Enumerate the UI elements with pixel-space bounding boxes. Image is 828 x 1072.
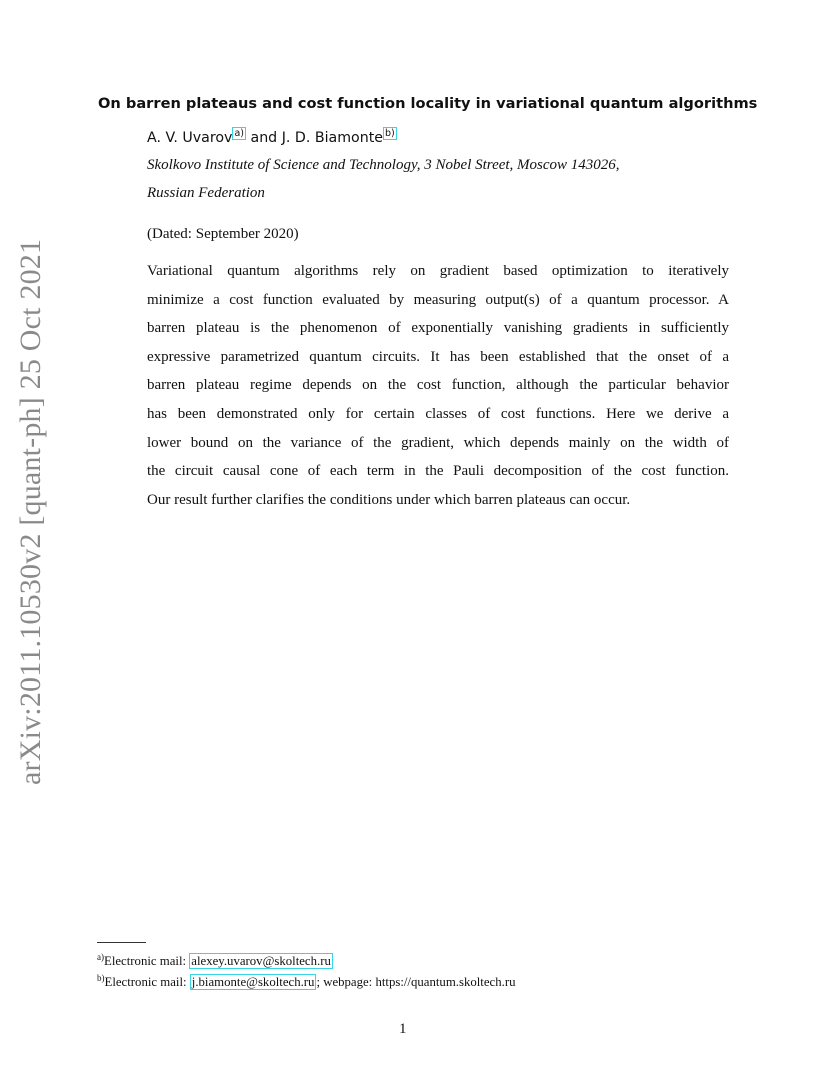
abstract-line: has been demonstrated only for certain classes of cost functions. Here we derive a bbox=[147, 405, 729, 422]
footnote-a bbox=[97, 952, 333, 969]
author-uvarov: A. V. Uvarov bbox=[147, 130, 233, 146]
author-list bbox=[147, 129, 397, 146]
footnote-b-webpage: ; webpage: https://quantum.skoltech.ru bbox=[316, 975, 516, 989]
abstract-line: Our result further clarifies the conditions under which barren plateaus can occur. bbox=[147, 491, 631, 508]
abstract-line: lower bound on the variance of the gradient, which depends mainly on the width of bbox=[147, 434, 729, 451]
abstract-line: barren plateau is the phenomenon of exponentially vanishing gradients in sufficiently bbox=[147, 320, 729, 337]
page-number: 1 bbox=[399, 1021, 407, 1037]
email-link-biamonte[interactable]: j.biamonte@skoltech.ru bbox=[191, 975, 315, 989]
affiliation-line-1: Skolkovo Institute of Science and Technology, 3 Nobel Street, Moscow 143026, bbox=[147, 157, 620, 173]
author-conjunction: and bbox=[245, 130, 282, 146]
arxiv-identifier-stamp: arXiv:2011.10530v2 [quant-ph] 25 Oct 2021 bbox=[14, 238, 47, 785]
footnote-b-prefix: Electronic mail: bbox=[104, 975, 190, 989]
author-biamonte: J. D. Biamonte bbox=[281, 130, 384, 146]
paper-title: On barren plateaus and cost function locality in variational quantum algorithms bbox=[98, 95, 758, 112]
abstract-line: Variational quantum algorithms rely on gradient based optimization to iteratively bbox=[147, 263, 729, 279]
abstract-line: the circuit causal cone of each term in the Pauli decomposition of the cost function. bbox=[147, 463, 729, 480]
dated-line: (Dated: September 2020) bbox=[147, 226, 299, 242]
email-link-uvarov[interactable]: alexey.uvarov@skoltech.ru bbox=[191, 954, 331, 968]
footnote-rule bbox=[97, 942, 146, 943]
footnote-a-prefix: Electronic mail: bbox=[104, 954, 190, 968]
abstract-line: expressive parametrized quantum circuits. It has been established that the onset of a bbox=[147, 348, 729, 365]
footnote-link-a[interactable]: a) bbox=[234, 128, 244, 139]
abstract-line: barren plateau regime depends on the cost function, although the particular behavior bbox=[147, 377, 729, 394]
footnote-mark-b: b) bbox=[97, 973, 105, 983]
abstract-line: minimize a cost function evaluated by measuring output(s) of a quantum processor. A bbox=[147, 291, 729, 308]
footnote-b bbox=[97, 973, 515, 990]
abstract bbox=[147, 260, 729, 517]
affiliation-line-2: Russian Federation bbox=[147, 185, 265, 201]
footnote-mark-a: a) bbox=[97, 952, 104, 962]
footnote-link-b[interactable]: b) bbox=[385, 128, 395, 139]
